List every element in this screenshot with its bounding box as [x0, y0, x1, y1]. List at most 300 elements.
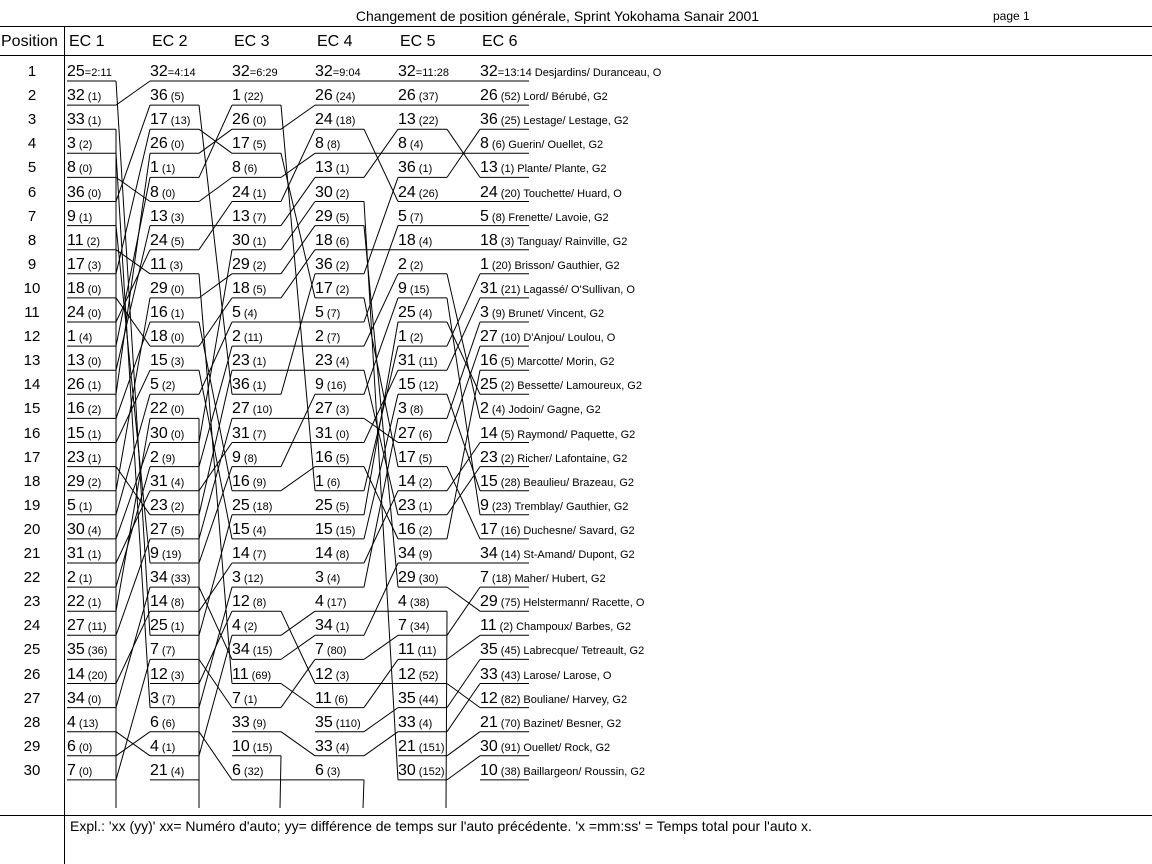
time-difference: (0) [78, 163, 93, 176]
car-number: 21 [150, 761, 168, 779]
car-number: 13 [150, 207, 168, 225]
car-number: 1 [232, 87, 241, 105]
car-number: 1 [315, 472, 324, 490]
car-entry [480, 521, 635, 540]
time-difference: (13) [170, 115, 191, 128]
car-number: 34 [480, 545, 498, 562]
car-number: 25 [315, 496, 333, 514]
car-entry [398, 497, 432, 516]
crew-name: Richer/ Lafontaine, G2 [517, 452, 628, 465]
car-entry [232, 63, 278, 82]
car-entry [398, 111, 438, 130]
car-entry [232, 184, 266, 203]
car-number: 26 [315, 87, 333, 105]
car-number: 15 [398, 376, 416, 394]
car-entry [480, 690, 627, 709]
car-entry [232, 135, 266, 154]
car-entry [232, 256, 266, 275]
car-entry [480, 641, 644, 660]
car-number: 5 [480, 207, 489, 225]
time-difference: (1) [78, 211, 93, 224]
car-number: 25 [67, 63, 85, 80]
car-entry [398, 641, 436, 660]
car-number: 11 [67, 231, 84, 249]
car-entry [232, 111, 266, 130]
car-entry [315, 714, 361, 733]
car-entry [480, 400, 601, 419]
position-change-line [447, 298, 480, 515]
position-change-line [281, 202, 315, 250]
position-change-line [281, 226, 315, 274]
car-number: 8 [150, 183, 159, 201]
car-number: 29 [315, 207, 333, 225]
car-number: 8 [232, 159, 241, 177]
crew-name: Beaulieu/ Brazeau, G2 [523, 476, 635, 489]
car-entry [232, 690, 257, 709]
position-change-line [447, 684, 480, 732]
car-entry [398, 690, 438, 709]
time-difference: (2) [500, 380, 515, 393]
time-difference: (1) [252, 356, 267, 369]
car-number: 26 [232, 111, 250, 129]
time-difference: (17) [326, 597, 347, 610]
position-change-line [116, 298, 150, 491]
car-number: 16 [67, 400, 85, 418]
time-difference: (3) [170, 356, 185, 369]
car-entry [150, 400, 184, 419]
position-change-line [116, 587, 150, 708]
car-entry [398, 449, 432, 468]
car-number: 9 [150, 545, 159, 562]
crew-name: Lagassé/ O'Sullivan, O [523, 283, 635, 296]
time-difference: (3) [169, 259, 184, 272]
time-difference: (4) [418, 235, 433, 248]
position-number: 1 [27, 63, 37, 80]
position-change-line [116, 443, 150, 539]
time-difference: (7) [326, 332, 341, 345]
time-difference: (7) [252, 428, 267, 441]
car-number: 30 [315, 183, 333, 201]
car-number: 1 [150, 159, 159, 177]
car-entry [232, 593, 266, 612]
time-difference: (5) [418, 452, 433, 465]
page-number: page 1 [993, 9, 1030, 23]
time-difference: (2) [499, 621, 514, 634]
car-entry [480, 545, 635, 564]
car-number: 12 [150, 665, 168, 683]
car-number: 27 [398, 424, 416, 442]
car-entry [150, 449, 175, 468]
time-difference: (0) [161, 187, 176, 200]
car-number: 3 [150, 689, 159, 707]
car-number: 27 [480, 328, 498, 346]
time-difference: (1) [252, 187, 267, 200]
car-number: 10 [480, 761, 498, 779]
time-difference: (38) [500, 765, 521, 778]
time-difference: (0) [335, 428, 350, 441]
car-number: 2 [232, 328, 241, 346]
car-number: 11 [315, 689, 332, 707]
time-difference: (6) [491, 139, 506, 152]
position-change-line [116, 226, 150, 371]
time-difference: (43) [500, 669, 521, 682]
car-number: 23 [150, 496, 168, 514]
car-number: 6 [150, 713, 159, 731]
car-number: 1 [480, 255, 489, 273]
time-difference: (45) [500, 645, 521, 658]
time-difference: (12) [418, 380, 439, 393]
car-entry [398, 473, 432, 492]
time-difference: (5) [335, 500, 350, 513]
time-difference: (22) [243, 91, 264, 104]
car-entry [67, 256, 101, 275]
car-number: 18 [67, 279, 85, 297]
car-entry [67, 159, 92, 178]
car-entry [232, 400, 272, 419]
time-difference: (52) [500, 91, 521, 104]
time-difference: (4) [326, 573, 341, 586]
position-change-line [199, 346, 232, 467]
car-number: 31 [315, 424, 333, 442]
car-entry [315, 63, 361, 82]
car-number: 29 [150, 279, 168, 297]
car-number: 34 [67, 689, 85, 707]
car-entry [67, 111, 101, 130]
position-change-line [447, 659, 480, 707]
position-change-line [364, 708, 398, 732]
time-difference: (2) [161, 380, 176, 393]
car-entry [398, 666, 438, 685]
time-difference: (3) [335, 404, 350, 417]
time-difference: (19) [161, 549, 182, 561]
car-entry [480, 111, 629, 130]
car-number: 18 [315, 231, 333, 249]
car-number: 32 [315, 63, 333, 80]
car-number: 9 [398, 279, 407, 297]
time-difference: (4) [335, 356, 350, 369]
car-entry [480, 473, 634, 492]
crew-name: Duchesne/ Savard, G2 [523, 524, 635, 537]
car-entry [232, 641, 272, 660]
time-difference: (7) [409, 211, 424, 224]
car-number: 7 [480, 569, 489, 587]
car-entry [315, 641, 346, 660]
car-entry [150, 280, 184, 299]
car-entry [150, 87, 184, 106]
position-number: 20 [23, 520, 41, 538]
car-number: 17 [398, 448, 416, 466]
position-number: 28 [23, 713, 41, 731]
car-entry [150, 159, 175, 178]
car-number: 24 [67, 304, 85, 321]
time-difference: (20) [87, 669, 108, 682]
car-number: 18 [232, 279, 250, 297]
car-number: 34 [398, 545, 416, 562]
position-change-line [364, 418, 398, 442]
time-difference: (3) [500, 235, 515, 248]
car-entry [67, 738, 92, 757]
time-difference: (0) [170, 139, 185, 152]
position-change-line [116, 322, 150, 418]
time-difference: (0) [78, 741, 93, 754]
position-change-line [363, 780, 364, 808]
car-entry [315, 232, 349, 251]
time-difference: (6) [334, 693, 349, 706]
time-difference: (69) [251, 669, 272, 682]
time-difference: (2) [86, 235, 101, 248]
car-entry [398, 63, 449, 82]
car-number: 34 [232, 641, 250, 659]
position-number: 8 [27, 231, 37, 249]
position-change-line [447, 684, 480, 708]
car-entry [232, 497, 272, 516]
time-difference: (0) [87, 356, 102, 369]
car-number: 6 [232, 761, 241, 779]
time-difference: (11) [418, 356, 438, 369]
car-number: 35 [398, 689, 416, 707]
car-entry [315, 425, 349, 444]
time-difference: (0) [87, 187, 102, 200]
time-difference: (3) [170, 211, 185, 224]
position-change-line [116, 153, 150, 707]
time-difference: (0) [170, 332, 185, 345]
time-difference: (1) [252, 235, 267, 248]
time-difference: (1) [170, 308, 185, 320]
car-number: 9 [232, 448, 241, 466]
car-entry [315, 256, 349, 275]
car-entry [67, 280, 101, 299]
stage-header: EC 6 [482, 33, 518, 50]
car-number: 35 [67, 641, 85, 659]
car-number: 15 [67, 424, 85, 442]
time-difference: (38) [409, 597, 430, 610]
car-number: 5 [398, 207, 407, 225]
car-number: 30 [232, 231, 250, 249]
position-change-line [199, 418, 232, 539]
car-entry [232, 449, 257, 468]
position-change-line [199, 298, 232, 346]
car-number: 24 [232, 183, 250, 201]
car-number: 15 [315, 520, 333, 538]
car-number: 23 [232, 352, 250, 370]
car-entry [315, 304, 340, 323]
car-number: 23 [67, 448, 85, 466]
car-number: 33 [315, 737, 333, 755]
position-change-line [364, 563, 398, 635]
time-difference: (1) [87, 91, 102, 104]
car-number: 13 [67, 352, 85, 370]
time-difference: (4) [252, 524, 267, 537]
car-entry [150, 63, 196, 82]
position-number: 4 [27, 135, 37, 153]
car-entry [232, 738, 272, 757]
car-number: 27 [315, 400, 333, 418]
time-difference: (5) [500, 428, 515, 441]
time-difference: (25) [500, 115, 521, 128]
car-entry [67, 641, 107, 660]
car-number: 31 [398, 352, 416, 370]
time-difference: (8) [335, 549, 350, 561]
car-entry [315, 545, 349, 564]
position-change-line [199, 635, 232, 756]
car-number: 16 [398, 520, 416, 538]
car-number: 10 [232, 737, 250, 755]
car-entry [232, 617, 257, 636]
car-entry [315, 400, 349, 419]
time-difference: =6:29 [249, 67, 278, 79]
car-entry [232, 352, 266, 371]
position-number: 25 [23, 641, 41, 659]
time-difference: (9) [252, 717, 267, 730]
car-number: 5 [315, 304, 324, 321]
time-difference: (1) [252, 380, 267, 393]
car-number: 32 [232, 63, 250, 80]
time-difference: (18) [252, 500, 273, 513]
car-entry [232, 304, 257, 323]
time-difference: (15) [335, 524, 356, 537]
car-entry [67, 593, 101, 612]
crew-name: Plante/ Plante, G2 [517, 163, 607, 176]
car-number: 5 [150, 376, 159, 394]
time-difference: (6) [243, 163, 258, 176]
time-difference: (5) [335, 452, 350, 465]
time-difference: (1) [418, 500, 433, 513]
car-number: 13 [480, 159, 498, 177]
car-number: 32 [67, 87, 85, 105]
time-difference: (5) [170, 235, 185, 248]
stage-header: EC 1 [69, 33, 105, 50]
time-difference: (5) [252, 283, 267, 296]
car-entry [150, 666, 184, 685]
crew-name: Desjardins/ Duranceau, O [534, 67, 662, 79]
car-entry [480, 352, 614, 371]
car-entry [315, 593, 346, 612]
stage-header: EC 3 [234, 33, 270, 50]
car-number: 7 [398, 617, 407, 635]
time-difference: (1) [243, 693, 258, 706]
car-entry [398, 184, 438, 203]
time-difference: (11) [87, 621, 107, 634]
car-number: 12 [398, 665, 416, 683]
time-difference: (2) [252, 259, 267, 272]
position-number: 7 [27, 207, 37, 225]
car-number: 3 [315, 569, 324, 587]
position-number: 23 [23, 593, 41, 611]
time-difference: (152) [418, 765, 445, 778]
time-difference: (1) [87, 115, 102, 128]
time-difference: (23) [491, 500, 512, 513]
car-entry [67, 135, 92, 154]
time-difference: (1) [78, 573, 93, 586]
time-difference: (3) [87, 259, 102, 272]
position-number: 10 [23, 279, 41, 297]
car-entry [480, 714, 621, 733]
car-entry [150, 232, 184, 251]
car-number: 2 [480, 400, 489, 418]
car-entry [232, 425, 266, 444]
time-difference: (6) [326, 476, 341, 489]
car-number: 16 [315, 448, 333, 466]
position-number: 18 [23, 472, 41, 490]
car-number: 8 [315, 135, 324, 153]
time-difference: (70) [500, 717, 521, 730]
car-entry [398, 135, 423, 154]
position-change-line [364, 202, 398, 780]
car-entry [150, 111, 190, 130]
car-entry [67, 762, 92, 781]
car-number: 29 [232, 255, 250, 273]
car-entry [315, 617, 349, 636]
car-entry [67, 617, 107, 636]
crew-name: Helstermann/ Racette, O [523, 597, 645, 610]
car-entry [232, 376, 266, 395]
car-number: 4 [398, 593, 407, 611]
car-entry [480, 593, 644, 612]
position-change-line [281, 684, 315, 708]
car-number: 31 [480, 279, 498, 297]
time-difference: (36) [87, 645, 108, 658]
car-number: 24 [480, 183, 498, 201]
time-difference: (9) [491, 308, 506, 320]
crew-name: Lestage/ Lestage, G2 [523, 115, 629, 128]
time-difference: (4) [335, 741, 350, 754]
car-number: 15 [480, 472, 498, 490]
car-entry [150, 208, 184, 227]
time-difference: (2) [409, 332, 424, 345]
time-difference: (1) [87, 452, 102, 465]
time-difference: (10) [252, 404, 273, 417]
car-number: 11 [398, 641, 415, 659]
car-entry [480, 569, 606, 588]
time-difference: =4:14 [167, 67, 196, 79]
time-difference: (18) [335, 115, 356, 128]
time-difference: (0) [252, 115, 267, 128]
position-change-line [116, 81, 150, 105]
car-entry [232, 569, 263, 588]
car-entry [480, 184, 622, 203]
time-difference: (2) [409, 259, 424, 272]
car-entry [150, 304, 184, 323]
position-change-line [281, 467, 315, 491]
time-difference: (1) [335, 163, 350, 176]
car-entry [232, 280, 266, 299]
position-change-line [446, 611, 447, 808]
car-entry [315, 521, 355, 540]
car-number: 33 [67, 111, 85, 129]
car-entry [67, 63, 112, 82]
position-change-line [281, 105, 315, 129]
time-difference: (80) [326, 645, 347, 658]
car-entry [150, 425, 184, 444]
time-difference: (7) [161, 645, 176, 658]
car-number: 7 [232, 689, 241, 707]
car-number: 7 [315, 641, 324, 659]
car-number: 24 [315, 111, 333, 129]
car-entry [150, 545, 181, 564]
position-change-line [447, 756, 480, 780]
car-entry [67, 545, 101, 564]
time-difference: (2) [335, 283, 350, 296]
time-difference: (30) [418, 573, 439, 586]
time-difference: (2) [418, 476, 433, 489]
time-difference: (110) [335, 717, 361, 730]
time-difference: (20) [500, 187, 521, 200]
car-entry [398, 232, 432, 251]
stage-header: EC 2 [152, 33, 188, 50]
car-number: 4 [315, 593, 324, 611]
car-number: 33 [480, 665, 498, 683]
car-number: 11 [232, 665, 249, 683]
